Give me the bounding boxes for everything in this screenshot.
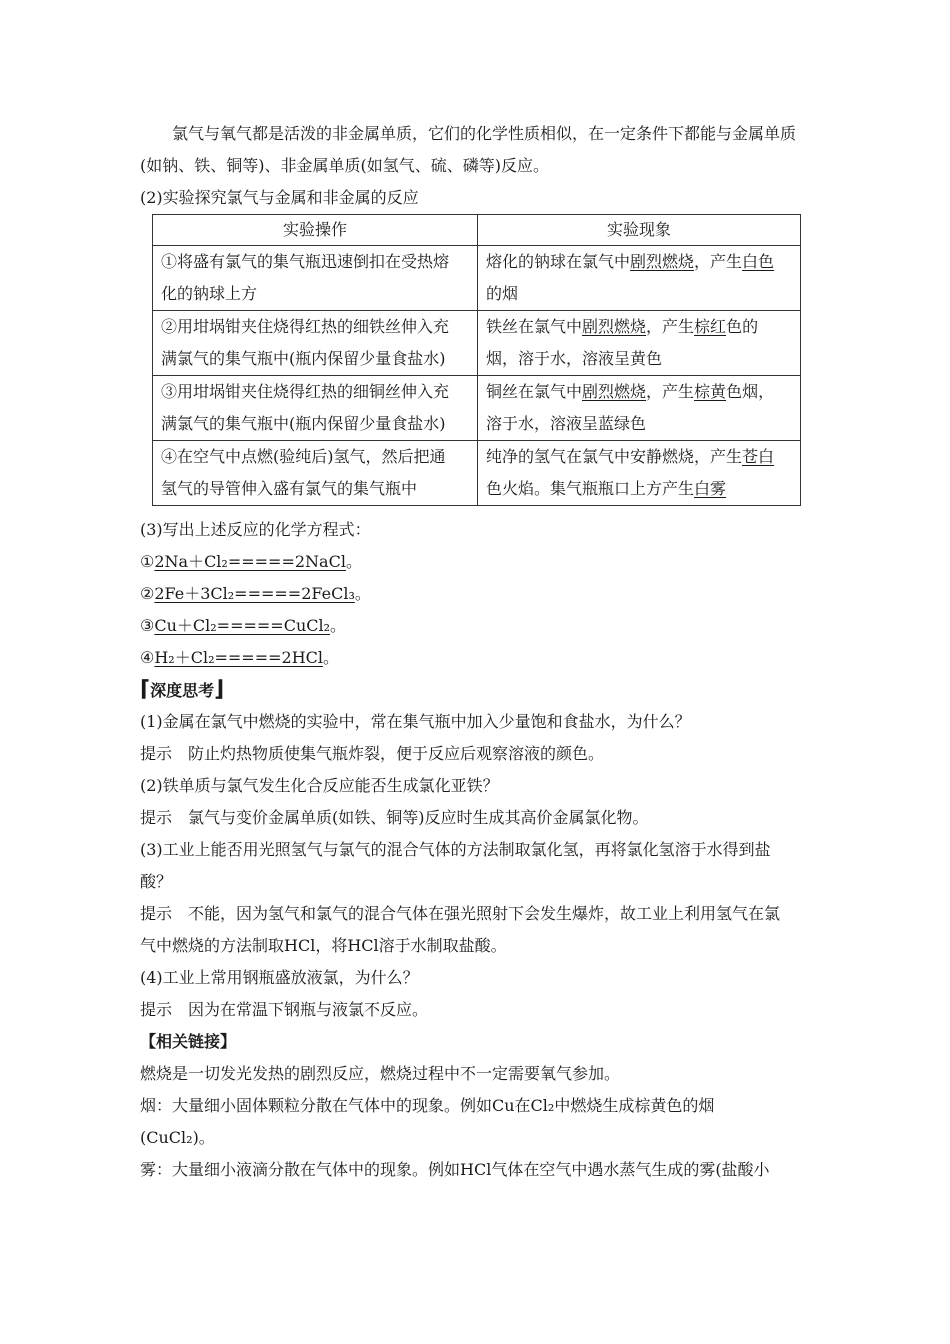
operation-cell <box>153 311 478 376</box>
bracket-right-icon: ⌋ <box>214 677 225 702</box>
intro-line-2: (如钠、铁、铜等)、非金属单质(如氢气、硫、磷等)反应。 <box>140 156 549 175</box>
table-row <box>153 441 801 506</box>
phenomenon-cell <box>478 311 801 376</box>
cell-line: 烟，溶于水，溶液呈黄色 <box>486 349 663 368</box>
deep-thinking-title: 深度思考 <box>150 681 215 700</box>
cell-line: ④在空气中点燃(验纯后)氢气，然后把通 <box>161 447 446 466</box>
cell-line: 色火焰。集气瓶瓶口上方产生白雾 <box>486 479 727 498</box>
question-1: (1)金属在氯气中燃烧的实验中，常在集气瓶中加入少量饱和食盐水，为什么？ <box>140 712 691 731</box>
hint-3-cont: 气中燃烧的方法制取HCl，将HCl溶于水制取盐酸。 <box>140 936 507 955</box>
phenomenon-cell <box>478 376 801 441</box>
header-operation: 实验操作 <box>153 215 478 246</box>
cell-line: ①将盛有氯气的集气瓶迅速倒扣在受热熔 <box>161 252 450 271</box>
equation-2: ②2Fe＋3Cl₂=====2FeCl₃。 <box>140 584 371 603</box>
cell-line: 熔化的钠球在氯气中剧烈燃烧，产生白色 <box>486 252 775 271</box>
related-line-4: 雾：大量细小液滴分散在气体中的现象。例如HCl气体在空气中遇水蒸气生成的雾(盐酸小 <box>140 1160 770 1179</box>
cell-line: 纯净的氢气在氯气中安静燃烧，产生苍白 <box>486 447 775 466</box>
table-row <box>153 311 801 376</box>
related-line-3: (CuCl₂)。 <box>140 1128 215 1147</box>
cell-line: 的烟 <box>486 284 519 303</box>
question-2: (2)铁单质与氯气发生化合反应能否生成氯化亚铁？ <box>140 776 499 795</box>
operation-cell <box>153 376 478 441</box>
question-4: (4)工业上常用钢瓶盛放液氯，为什么？ <box>140 968 419 987</box>
question-3-cont: 酸？ <box>140 872 173 891</box>
cell-line: 铜丝在氯气中剧烈燃烧，产生棕黄色烟， <box>486 382 775 401</box>
hint-2: 提示 氯气与变价金属单质(如铁、铜等)反应时生成其高价金属氯化物。 <box>140 808 649 827</box>
intro-line-1: 氯气与氧气都是活泼的非金属单质，它们的化学性质相似，在一定条件下都能与金属单质 <box>172 124 797 143</box>
cell-line: 氢气的导管伸入盛有氯气的集气瓶中 <box>161 479 418 498</box>
equation-4: ④H₂＋Cl₂=====2HCl。 <box>140 648 340 667</box>
equation-1: ①2Na＋Cl₂=====2NaCl。 <box>140 552 362 571</box>
question-3: (3)工业上能否用光照氢气与氯气的混合气体的方法制取氯化氢，再将氯化氢溶于水得到盐 <box>140 840 771 859</box>
equation-3: ③Cu＋Cl₂=====CuCl₂。 <box>140 616 347 635</box>
cell-line: 满氯气的集气瓶中(瓶内保留少量食盐水) <box>161 349 446 368</box>
related-link-heading: 【相关链接】 <box>140 1032 237 1051</box>
cell-line: 满氯气的集气瓶中(瓶内保留少量食盐水) <box>161 414 446 433</box>
bracket-left-icon: ⌈ <box>140 677 151 702</box>
hint-3: 提示 不能，因为氢气和氯气的混合气体在强光照射下会发生爆炸，故工业上利用氢气在氯 <box>140 904 781 923</box>
operation-cell <box>153 441 478 506</box>
section-2-title: (2)实验探究氯气与金属和非金属的反应 <box>140 188 419 207</box>
related-line-1: 燃烧是一切发光发热的剧烈反应，燃烧过程中不一定需要氧气参加。 <box>140 1064 621 1083</box>
phenomenon-cell <box>478 246 801 311</box>
cell-line: 铁丝在氯气中剧烈燃烧，产生棕红色的 <box>486 317 759 336</box>
deep-thinking-heading <box>140 674 816 706</box>
phenomenon-cell <box>478 441 801 506</box>
cell-line: 化的钠球上方 <box>161 284 258 303</box>
cell-line: ②用坩埚钳夹住烧得红热的细铁丝伸入充 <box>161 317 450 336</box>
related-line-2: 烟：大量细小固体颗粒分散在气体中的现象。例如Cu在Cl₂中燃烧生成棕黄色的烟 <box>140 1096 715 1115</box>
header-phenomenon: 实验现象 <box>478 215 801 246</box>
table-row <box>153 246 801 311</box>
table-row <box>153 376 801 441</box>
operation-cell <box>153 246 478 311</box>
hint-1: 提示 防止灼热物质使集气瓶炸裂，便于反应后观察溶液的颜色。 <box>140 744 605 763</box>
table-header-row <box>153 215 801 246</box>
cell-line: 溶于水，溶液呈蓝绿色 <box>486 414 647 433</box>
cell-line: ③用坩埚钳夹住烧得红热的细铜丝伸入充 <box>161 382 450 401</box>
experiment-table <box>152 214 801 506</box>
document-page <box>140 118 816 1186</box>
hint-4: 提示 因为在常温下钢瓶与液氯不反应。 <box>140 1000 429 1019</box>
section-3-title: (3)写出上述反应的化学方程式： <box>140 520 371 539</box>
